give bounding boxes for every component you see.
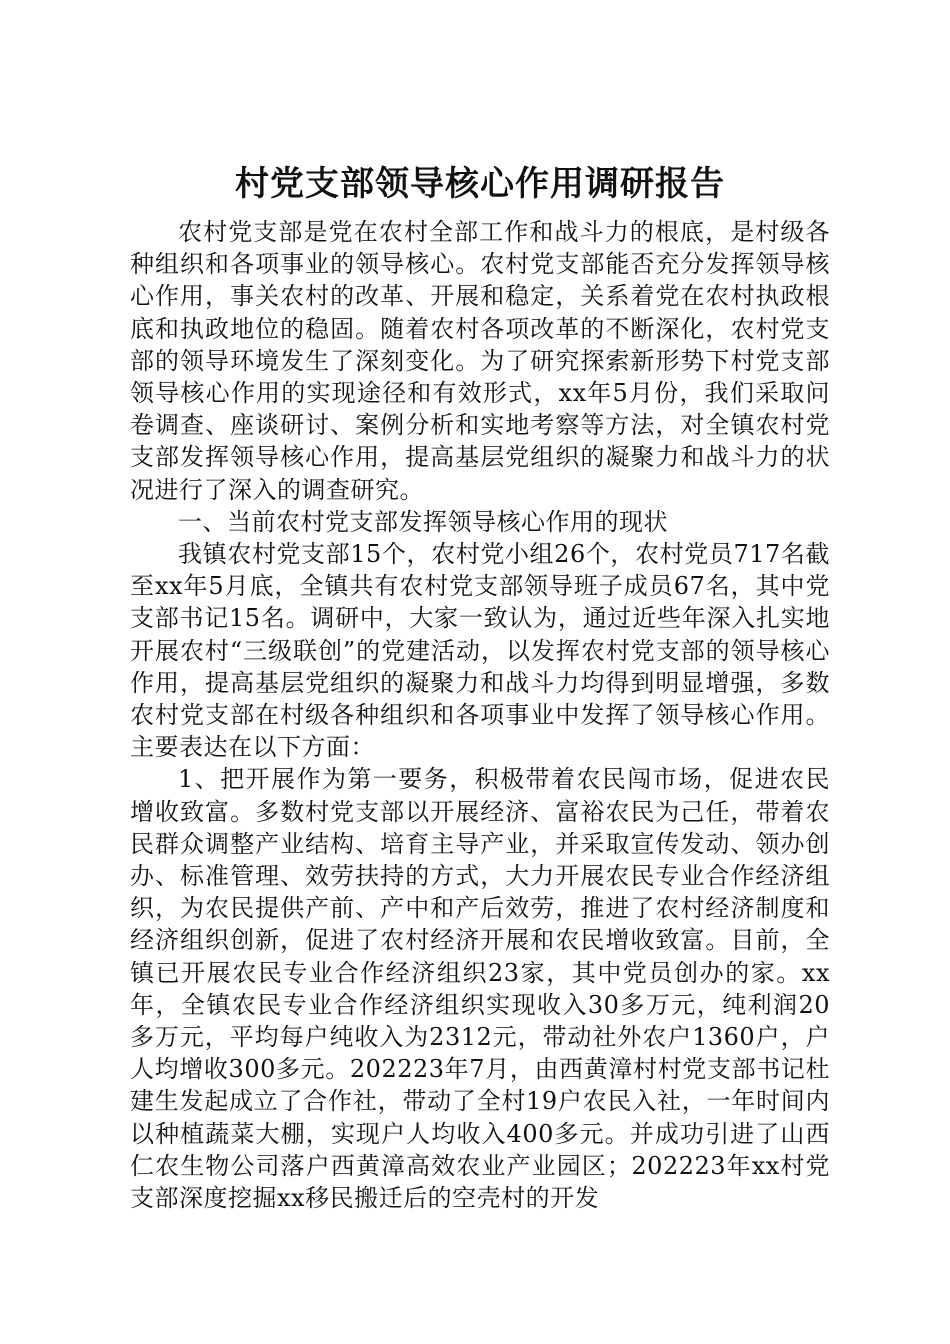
- paragraph-status: 我镇农村党支部15个，农村党小组26个，农村党员717名截至xx年5月底，全镇共有农村党支部领导班子成员67名，其中党支部书记15名。调研中，大家一致认为，通过近些年深入扎实地开展农村“三级联创”的党建活动，以发挥农村党支部的领导核心作用，提高基层党组织的凝聚力和战斗力均得到明显增强，多数农村党支部在村级各种组织和各项事业中发挥了领导核心作用。主要表达在以下方面：: [130, 540, 830, 762]
- section-heading-1: 一、当前农村党支部发挥领导核心作用的现状: [178, 507, 668, 536]
- paragraph-intro: 农村党支部是党在农村全部工作和战斗力的根底，是村级各种组织和各项事业的领导核心。农村党支部能否充分发挥领导核心作用，事关农村的改革、开展和稳定，关系着党在农村执政根底和执政地位的稳固。随着农村各项改革的不断深化，农村党支部的领导环境发生了深刻变化。为了研究探索新形势下村党支部领导核心作用的实现途径和有效形式，xx年5月份，我们采取问卷调查、座谈研讨、案例分析和实地考察等方法，对全镇农村党支部发挥领导核心作用，提高基层党组织的凝聚力和战斗力的状况进行了深入的调查研究。: [130, 218, 830, 504]
- paragraph-point-1: 1、把开展作为第一要务，积极带着农民闯市场，促进农民增收致富。多数村党支部以开展经济、富裕农民为己任，带着农民群众调整产业结构、培育主导产业，并采取宣传发动、领办创办、标准管理、效劳扶持的方式，大力开展农民专业合作经济组织，为农民提供产前、产中和产后效劳，推进了农村经济制度和经济组织创新，促进了农村经济开展和农民增收致富。目前，全镇已开展农民专业合作经济组织23家，其中党员创办的家。xx年，全镇农民专业合作经济组织实现收入30多万元，纯利润20多万元，平均每户纯收入为2312元，带动社外农户1360户，户人均增收300多元。202223年7月，由西黄漳村村党支部书记杜建生发起成立了合作社，带动了全村19户农民入社，一年时间内以种植蔬菜大棚，实现户人均收入400多元。并成功引进了山西仁农生物公司落户西黄漳高效农业产业园区；202223年xx村党支部深度挖掘xx移民搬迁后的空壳村的开发: [130, 765, 830, 1213]
- document-title: 村党支部领导核心作用调研报告: [235, 164, 725, 204]
- document-page: [130, 160, 830, 1214]
